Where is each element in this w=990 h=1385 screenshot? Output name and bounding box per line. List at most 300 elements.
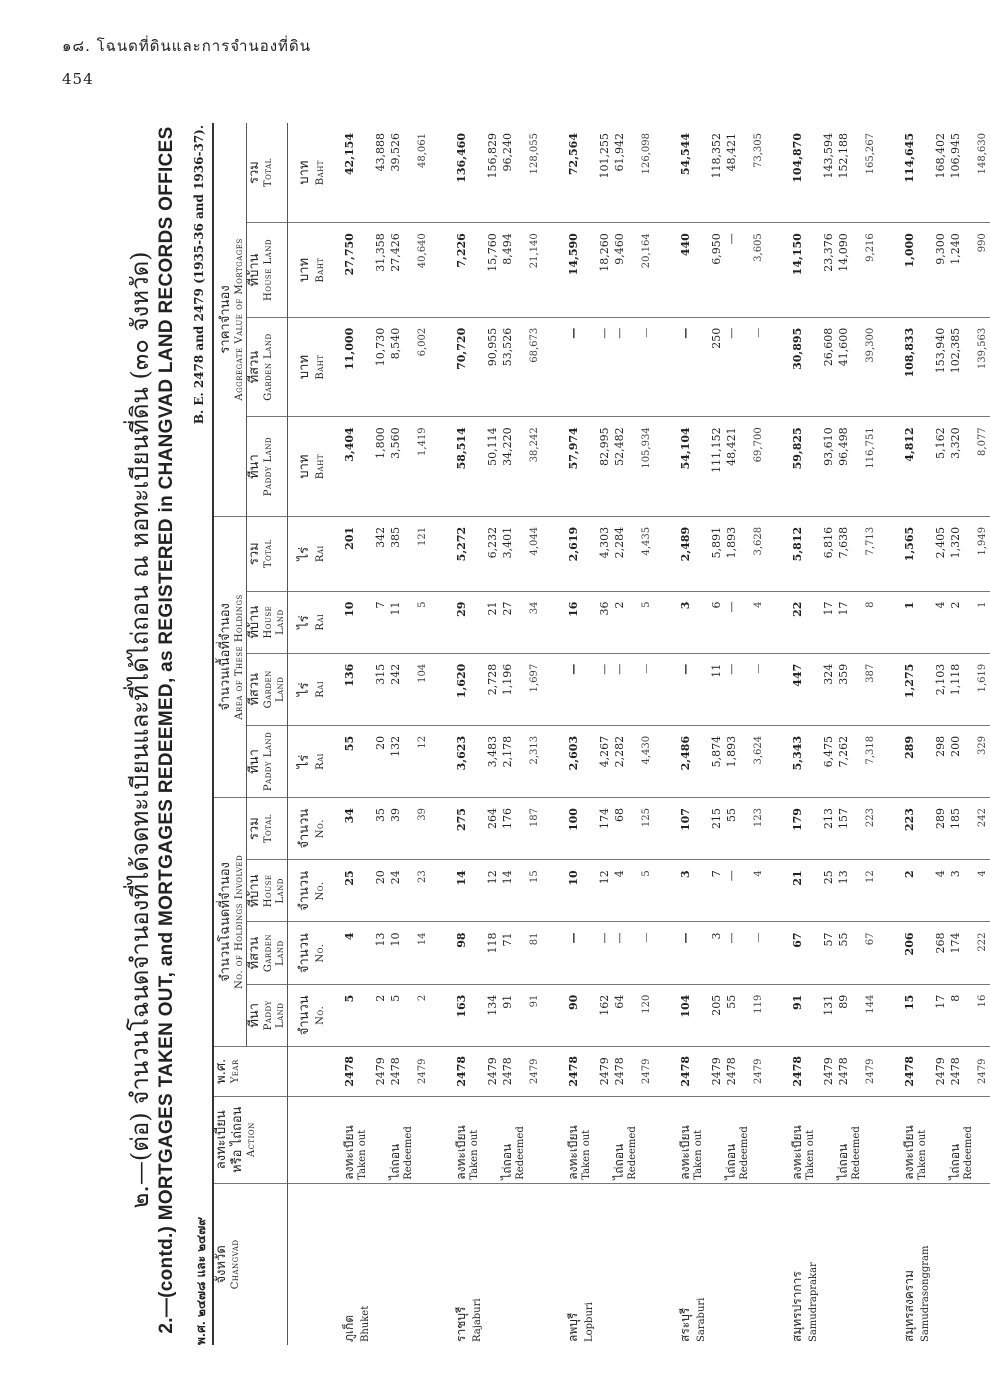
- value-cell: 118,352: [710, 133, 723, 179]
- table-row: [751, 123, 780, 1345]
- value-cell: 106,945: [949, 133, 962, 179]
- area-cell: 1,893: [724, 516, 751, 591]
- holdings-cell: 163: [444, 984, 485, 1046]
- col-paddy-land-en: Paddy Land: [263, 731, 274, 792]
- area-cell: 1: [975, 591, 990, 653]
- area-cell: 1: [892, 591, 933, 653]
- holdings-cell: 68: [612, 798, 639, 860]
- area-cell: 5,891: [709, 516, 724, 591]
- action-cell: [975, 1096, 990, 1183]
- value-cell: 43,888: [374, 133, 387, 172]
- area-cell: 3,401: [500, 516, 527, 591]
- col-total-thai: รวม: [247, 817, 262, 841]
- holdings-cell: 4: [332, 922, 373, 984]
- area-cell: 2,486: [668, 725, 709, 797]
- col-paddy-land-thai: ที่นา: [247, 749, 262, 774]
- action-cell: [780, 1096, 821, 1183]
- unit-label: [288, 223, 333, 318]
- province-cell: [597, 1183, 612, 1345]
- action-cell: [724, 1096, 751, 1183]
- holdings-cell: —: [597, 922, 612, 984]
- table-row: [948, 123, 975, 1345]
- area-cell: —: [751, 653, 780, 725]
- holdings-cell: 187: [527, 798, 556, 860]
- holdings-cell: —: [639, 922, 668, 984]
- area-cell: 27: [500, 591, 527, 653]
- holdings-cell: 17: [933, 984, 948, 1046]
- title-thai: ๒.—(ต่อ) จำนวนโฉนดจำนองที่ได้จดทะเบียนและที่ได้ไถ่ถอน ณ หอทะเบียนที่ดิน (๓๐ จังหวัด): [126, 251, 154, 1209]
- value-cell: 96,240: [501, 133, 514, 172]
- holdings-cell: 205: [709, 984, 724, 1046]
- holdings-cell: 4: [751, 860, 780, 922]
- action-thai: ลงทะเบียน: [790, 1125, 804, 1180]
- value-cell: 6,002: [415, 317, 444, 417]
- unit-label: [288, 653, 333, 725]
- holdings-cell: 289: [933, 798, 948, 860]
- table-row: [724, 123, 751, 1345]
- area-cell: 1,619: [975, 653, 990, 725]
- holdings-cell: 215: [709, 798, 724, 860]
- area-cell: 2: [948, 591, 975, 653]
- area-cell: 7,318: [863, 725, 892, 797]
- value-cell: 5,162: [933, 417, 948, 517]
- unit-en: Rai: [315, 680, 326, 698]
- value-cell: 38,242: [527, 417, 556, 517]
- col-garden-land: [247, 922, 288, 984]
- area-cell: 1,320: [948, 516, 975, 591]
- col-total-thai: รวม: [247, 161, 262, 185]
- area-cell: 132: [388, 725, 415, 797]
- table-row: [556, 123, 597, 1345]
- year-cell: 2478: [500, 1046, 527, 1096]
- action-cell: [332, 1096, 373, 1183]
- value-cell: 8,540: [388, 317, 415, 417]
- province-thai: สมุทรปราการ: [790, 1271, 804, 1342]
- province-cell: [948, 1183, 975, 1345]
- unit-label: [288, 516, 333, 591]
- action-cell: [668, 1096, 709, 1183]
- value-cell: 9,216: [863, 223, 892, 318]
- province-cell: [444, 1183, 485, 1345]
- col-paddy-land-thai: ที่นา: [247, 454, 262, 479]
- value-cell: 111,152: [709, 417, 724, 517]
- year-cell: 2478: [836, 1046, 863, 1096]
- value-cell: —: [668, 317, 709, 417]
- table-row: [485, 123, 500, 1345]
- holdings-cell: 39: [415, 798, 444, 860]
- col-house-land-en: House Land: [263, 874, 286, 908]
- action-thai: ลงทะเบียน: [342, 1125, 356, 1180]
- value-cell: —: [612, 317, 639, 417]
- area-cell: 2: [612, 591, 639, 653]
- value-cell: 73,305: [753, 133, 764, 168]
- holdings-cell: 162: [597, 984, 612, 1046]
- table-row: [863, 123, 892, 1345]
- year-cell: 2478: [724, 1046, 751, 1096]
- action-thai: ลงทะเบียน: [566, 1125, 580, 1180]
- col-paddy-land: [247, 725, 288, 797]
- value-cell: 143,594: [822, 133, 835, 179]
- value-cell: 23,376: [821, 223, 836, 318]
- year-cell: 2478: [948, 1046, 975, 1096]
- value-cell: 27,750: [332, 223, 373, 318]
- units-blank: [288, 1183, 333, 1345]
- action-cell: [751, 1096, 780, 1183]
- holdings-cell: 67: [780, 922, 821, 984]
- table-row: [709, 123, 724, 1345]
- province-thai: ราชบุรี: [454, 1306, 468, 1342]
- area-cell: 1,893: [724, 725, 751, 797]
- area-cell: 17: [836, 591, 863, 653]
- year-cell: 2479: [821, 1046, 836, 1096]
- area-cell: 55: [332, 725, 373, 797]
- period-thai: พ.ศ. ๒๔๗๘ และ ๒๔๗๙: [194, 1216, 208, 1345]
- col-total-en: Total: [263, 814, 274, 844]
- unit-en: No.: [315, 943, 326, 963]
- value-cell: —: [597, 317, 612, 417]
- action-thai: ไถ่ถอน: [612, 1143, 626, 1180]
- unit-en: Rai: [315, 545, 326, 563]
- value-cell: 4,812: [892, 417, 933, 517]
- col-garden-land-en: Garden Land: [263, 670, 286, 709]
- value-cell: 9,460: [612, 223, 639, 318]
- table-row: [780, 123, 821, 1345]
- province-cell: [836, 1183, 863, 1345]
- area-cell: 7,262: [836, 725, 863, 797]
- unit-thai: บาท: [297, 160, 312, 185]
- province-en: Lopburi: [584, 1302, 595, 1342]
- province-en: Rajaburi: [472, 1298, 483, 1342]
- value-cell: 10,730: [373, 317, 388, 417]
- unit-thai: ไร่: [297, 682, 312, 697]
- area-cell: 1,697: [527, 653, 556, 725]
- holdings-cell: 174: [948, 922, 975, 984]
- unit-en: No.: [315, 1005, 326, 1025]
- value-cell: 3,605: [751, 223, 780, 318]
- holdings-cell: 14: [444, 860, 485, 922]
- value-cell: 39,526: [389, 133, 402, 172]
- action-en: Taken out: [805, 1129, 816, 1180]
- holdings-cell: 21: [780, 860, 821, 922]
- province-thai: สมุทรสงคราม: [902, 1270, 916, 1342]
- col-house-land: [247, 860, 288, 922]
- value-cell: 31,358: [373, 223, 388, 318]
- area-cell: 298: [933, 725, 948, 797]
- units-blank: [288, 1046, 333, 1096]
- value-cell: 1,240: [948, 223, 975, 318]
- table-row: [821, 123, 836, 1345]
- holdings-cell: 91: [527, 984, 556, 1046]
- holdings-cell: —: [751, 922, 780, 984]
- holdings-cell: 119: [751, 984, 780, 1046]
- area-cell: 6,232: [485, 516, 500, 591]
- action-en: Redeemed: [403, 1126, 414, 1180]
- holdings-cell: 5: [388, 984, 415, 1046]
- holdings-cell: 242: [975, 798, 990, 860]
- table-row: [444, 123, 485, 1345]
- value-cell: —: [724, 223, 751, 318]
- year-cell: 2479: [373, 1046, 388, 1096]
- area-cell: 22: [780, 591, 821, 653]
- area-cell: 3: [668, 591, 709, 653]
- value-cell: 165,267: [865, 133, 876, 175]
- holdings-cell: 39: [388, 798, 415, 860]
- table-row: [527, 123, 556, 1345]
- action-cell: [863, 1096, 892, 1183]
- holdings-cell: 20: [373, 860, 388, 922]
- area-cell: —: [597, 653, 612, 725]
- action-cell: [556, 1096, 597, 1183]
- period-english: B. E. 2478 and 2479 (1935-36 and 1936-37).: [192, 125, 206, 425]
- area-cell: 385: [388, 516, 415, 591]
- province-cell: [612, 1183, 639, 1345]
- value-cell: 48,421: [724, 417, 751, 517]
- province-en: Saraburi: [696, 1297, 707, 1342]
- holdings-cell: 144: [863, 984, 892, 1046]
- value-cell: 93,610: [821, 417, 836, 517]
- value-cell: 250: [709, 317, 724, 417]
- value-cell: 6,950: [709, 223, 724, 318]
- year-cell: 2479: [485, 1046, 500, 1096]
- value-cell: 26,608: [821, 317, 836, 417]
- action-en: Redeemed: [963, 1126, 974, 1180]
- area-cell: 11: [388, 591, 415, 653]
- year-cell: 2479: [863, 1046, 892, 1096]
- holdings-cell: 14: [500, 860, 527, 922]
- holdings-cell: 35: [373, 798, 388, 860]
- area-cell: 2,603: [556, 725, 597, 797]
- unit-en: Baht: [315, 160, 326, 186]
- area-cell: —: [668, 653, 709, 725]
- table-row: [373, 123, 388, 1345]
- col-total-thai: รวม: [247, 542, 262, 566]
- value-cell: 54,104: [668, 417, 709, 517]
- province-cell: [485, 1183, 500, 1345]
- col-paddy-land: [247, 417, 288, 517]
- holdings-cell: 64: [612, 984, 639, 1046]
- area-cell: 6: [709, 591, 724, 653]
- area-cell: 2,103: [933, 653, 948, 725]
- action-thai: ไถ่ถอน: [500, 1143, 514, 1180]
- unit-thai: จำนวน: [297, 995, 312, 1036]
- col-total-en: Total: [263, 158, 274, 188]
- province-thai: ลพบุรี: [566, 1312, 580, 1342]
- col-total: [247, 798, 288, 860]
- holdings-cell: 123: [751, 798, 780, 860]
- holdings-cell: 10: [556, 860, 597, 922]
- unit-en: Rai: [315, 753, 326, 770]
- holdings-cell: 55: [724, 984, 751, 1046]
- holdings-cell: 100: [556, 798, 597, 860]
- area-cell: 1,949: [975, 516, 990, 591]
- holdings-cell: 3: [709, 922, 724, 984]
- unit-label: [288, 798, 333, 860]
- holdings-cell: 5: [332, 984, 373, 1046]
- unit-en: No.: [315, 881, 326, 901]
- area-cell: 2,619: [556, 516, 597, 591]
- value-cell: 42,154: [343, 133, 356, 176]
- value-cell: 114,645: [903, 133, 916, 183]
- area-cell: 16: [556, 591, 597, 653]
- unit-label: [288, 860, 333, 922]
- unit-label: [288, 922, 333, 984]
- province-cell: [527, 1183, 556, 1345]
- value-cell: 104,870: [791, 133, 804, 183]
- value-cell: 57,974: [556, 417, 597, 517]
- area-cell: 2,728: [485, 653, 500, 725]
- holdings-cell: 71: [500, 922, 527, 984]
- area-cell: —: [724, 591, 751, 653]
- value-cell: 105,934: [639, 417, 668, 517]
- action-cell: [500, 1096, 527, 1183]
- group-value: ราคาจำนอง Aggregate Value of Mortgages: [213, 123, 247, 516]
- unit-en: No.: [315, 819, 326, 839]
- holdings-cell: —: [724, 860, 751, 922]
- action-thai: ลงทะเบียน: [902, 1125, 916, 1180]
- col-house-land-en: House Land: [263, 239, 274, 301]
- value-cell: 15,760: [485, 223, 500, 318]
- action-thai: ไถ่ถอน: [724, 1143, 738, 1180]
- value-cell: 27,426: [388, 223, 415, 318]
- table-row: [933, 123, 948, 1345]
- holdings-cell: 10: [388, 922, 415, 984]
- area-cell: 201: [332, 516, 373, 591]
- area-cell: 242: [388, 653, 415, 725]
- value-cell: 3,320: [948, 417, 975, 517]
- col-house-land-thai: ที่บ้าน: [247, 253, 262, 287]
- area-cell: 2,313: [527, 725, 556, 797]
- holdings-cell: 104: [668, 984, 709, 1046]
- table-row: [668, 123, 709, 1345]
- col-total-en: Total: [263, 539, 274, 569]
- province-cell: [556, 1183, 597, 1345]
- table-row: [892, 123, 933, 1345]
- area-cell: 387: [863, 653, 892, 725]
- holdings-cell: 16: [975, 984, 990, 1046]
- value-cell: 990: [975, 223, 990, 318]
- value-cell: 48,421: [725, 133, 738, 172]
- unit-label: [288, 123, 333, 223]
- area-cell: 3,628: [751, 516, 780, 591]
- area-cell: 2,178: [500, 725, 527, 797]
- holdings-cell: 25: [821, 860, 836, 922]
- action-en: Redeemed: [851, 1126, 862, 1180]
- group-holdings: จำนวนโฉนดที่จำนอง No. of Holdings Involved: [213, 798, 247, 1047]
- value-cell: 126,098: [641, 133, 652, 175]
- col-garden-land-thai: ที่สวน: [247, 936, 262, 970]
- area-cell: 329: [975, 725, 990, 797]
- province-cell: [373, 1183, 388, 1345]
- col-paddy-land-en: Paddy Land: [263, 1000, 286, 1031]
- value-cell: 72,564: [567, 133, 580, 176]
- col-garden-land-thai: ที่สวน: [247, 350, 262, 384]
- unit-thai: บาท: [297, 354, 312, 380]
- area-cell: —: [612, 653, 639, 725]
- holdings-cell: 13: [373, 922, 388, 984]
- holdings-cell: 131: [821, 984, 836, 1046]
- province-cell: [975, 1183, 990, 1345]
- area-cell: 7,638: [836, 516, 863, 591]
- value-cell: 59,825: [780, 417, 821, 517]
- action-cell: [639, 1096, 668, 1183]
- action-cell: [527, 1096, 556, 1183]
- value-cell: 9,300: [933, 223, 948, 318]
- holdings-cell: 4: [612, 860, 639, 922]
- action-cell: [612, 1096, 639, 1183]
- value-cell: 48,061: [417, 133, 428, 168]
- title-english: 2.—(contd.) MORTGAGES TAKEN OUT, and MORTGAGES REDEEMED, as REGISTERED in CHANGVAD LAND RECORDS OFFICES: [156, 126, 177, 1334]
- col-garden-land: [247, 317, 288, 417]
- col-garden-land-en: Garden Land: [263, 333, 274, 401]
- action-en: Redeemed: [515, 1126, 526, 1180]
- action-cell: [597, 1096, 612, 1183]
- unit-en: Rai: [315, 613, 326, 631]
- value-cell: 69,700: [751, 417, 780, 517]
- area-cell: 4: [933, 591, 948, 653]
- value-cell: 90,955: [485, 317, 500, 417]
- holdings-cell: —: [724, 922, 751, 984]
- col-total: [247, 123, 288, 223]
- province-cell: [863, 1183, 892, 1345]
- value-cell: 156,829: [486, 133, 499, 179]
- holdings-cell: 185: [948, 798, 975, 860]
- action-en: Redeemed: [739, 1126, 750, 1180]
- table-row: [388, 123, 415, 1345]
- holdings-cell: 264: [485, 798, 500, 860]
- action-cell: [485, 1096, 500, 1183]
- action-en: Taken out: [357, 1129, 368, 1180]
- value-cell: 168,402: [934, 133, 947, 179]
- area-cell: 10: [332, 591, 373, 653]
- value-cell: 70,720: [444, 317, 485, 417]
- value-cell: —: [751, 317, 780, 417]
- units-row: [288, 123, 333, 1345]
- value-cell: 14,590: [556, 223, 597, 318]
- province-cell: [751, 1183, 780, 1345]
- unit-thai: จำนวน: [297, 870, 312, 911]
- year-cell: 2478: [332, 1046, 373, 1096]
- value-cell: 14,150: [780, 223, 821, 318]
- province-thai: ภูเก็ต: [342, 1314, 356, 1342]
- holdings-cell: 4: [933, 860, 948, 922]
- value-cell: 20,164: [639, 223, 668, 318]
- holdings-cell: 15: [527, 860, 556, 922]
- province-en: Samudraprakar: [808, 1262, 819, 1342]
- holdings-cell: 2: [892, 860, 933, 922]
- area-cell: 7,713: [863, 516, 892, 591]
- value-cell: 39,300: [863, 317, 892, 417]
- unit-label: [288, 984, 333, 1046]
- area-cell: 11: [709, 653, 724, 725]
- year-cell: 2478: [668, 1046, 709, 1096]
- value-cell: 7,226: [444, 223, 485, 318]
- holdings-cell: 5: [639, 860, 668, 922]
- area-cell: —: [639, 653, 668, 725]
- value-cell: 1,419: [415, 417, 444, 517]
- action-en: Taken out: [469, 1129, 480, 1180]
- value-cell: 102,385: [948, 317, 975, 417]
- value-cell: 68,673: [527, 317, 556, 417]
- value-cell: 14,090: [836, 223, 863, 318]
- area-cell: 5,874: [709, 725, 724, 797]
- area-cell: 20: [373, 725, 388, 797]
- holdings-cell: 98: [444, 922, 485, 984]
- province-cell: [639, 1183, 668, 1345]
- col-paddy-land: [247, 984, 288, 1046]
- value-cell: 82,995: [597, 417, 612, 517]
- year-cell: 2479: [415, 1046, 444, 1096]
- area-cell: 342: [373, 516, 388, 591]
